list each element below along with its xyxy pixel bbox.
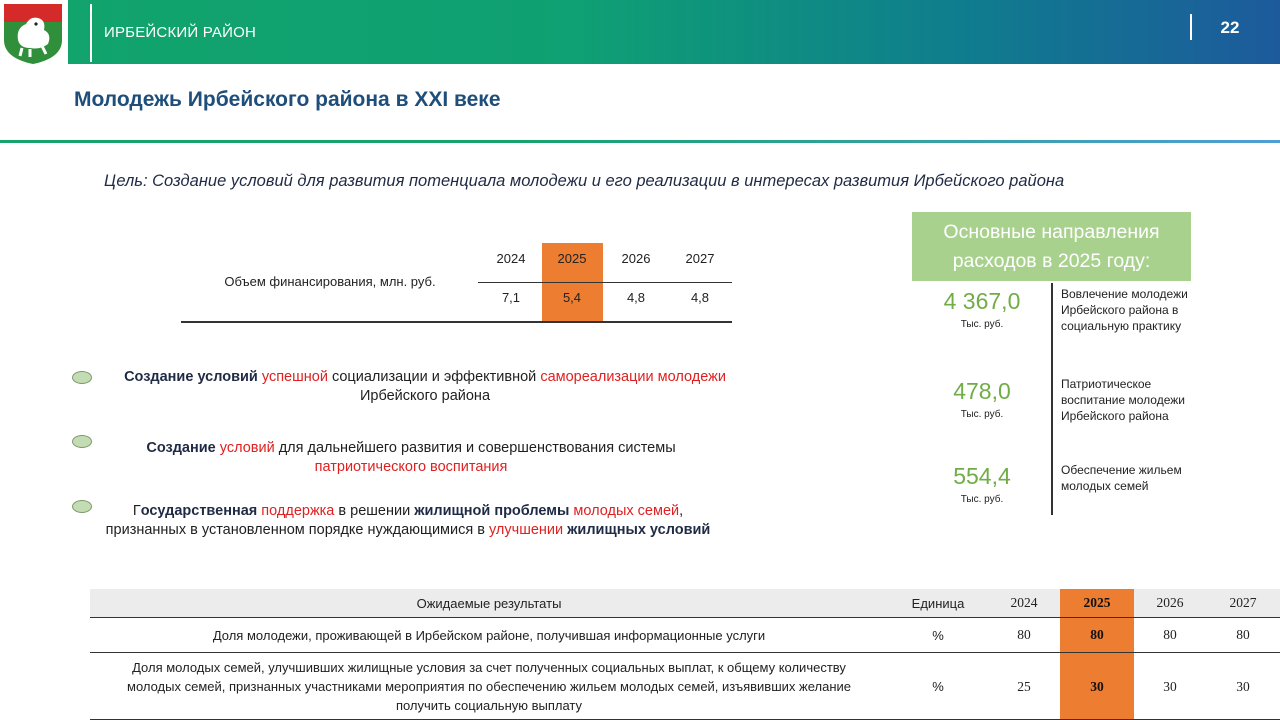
table-header-row (90, 589, 1280, 618)
table-cell-value: 30 (1134, 653, 1206, 720)
direction-text: Патриотическое воспитание молодежи Ирбейского района (1061, 377, 1185, 423)
table-row (90, 618, 1280, 653)
page-number: 22 (1220, 18, 1240, 37)
financing-year: 2025 (557, 251, 587, 266)
direction-text: Вовлечение молодежи Ирбейского района в социальную практику (1061, 287, 1188, 333)
task-text-segment: молодежи (657, 369, 726, 385)
table-cell-value: 80 (1060, 618, 1134, 653)
title-underline (0, 140, 1280, 143)
financing-label: Объем финансирования, млн. руб. (224, 274, 436, 289)
table-cell-unit: % (888, 653, 988, 720)
direction-amount: 554,4 (953, 463, 1011, 489)
task-text-segment: Создание (146, 440, 216, 456)
region-name: ИРБЕЙСКИЙ РАЙОН (104, 24, 257, 41)
table-header-cell: 2027 (1206, 589, 1280, 618)
table-header-cell: Ожидаемые результаты (90, 589, 888, 618)
table-header-cell: 2026 (1134, 589, 1206, 618)
direction-amount: 4 367,0 (943, 288, 1021, 314)
table-cell-value: 25 (988, 653, 1060, 720)
bullet-icon (72, 371, 92, 384)
task-text-segment: Г (132, 503, 141, 519)
directions-divider (1051, 283, 1053, 515)
table-cell-value: 80 (1134, 618, 1206, 653)
task-item (110, 368, 740, 406)
task-text-segment: самореализации (540, 369, 654, 385)
table-cell-description: Доля молодежи, проживающей в Ирбейском районе, получившая информационные услуги (90, 618, 888, 653)
results-table (90, 589, 1280, 720)
task-text-segment: социализации и эффективной (327, 369, 541, 385)
task-text-segment: успешной (261, 369, 328, 385)
task-text-segment: улучшении (489, 522, 564, 538)
task-text-segment: поддержка (261, 503, 335, 519)
table-cell-description: Доля молодых семей, улучшивших жилищные условия за счет полученных социальных выплат, к общему количеству молодых семей, признанных участниками мероприятия по обеспечению жильем молодых семей, изъявивших желание получить социальную выплату (90, 653, 888, 720)
goal-text: Цель: Создание условий для развития потенциала молодежи и его реализации в интересах развития Ирбейского района (104, 172, 1065, 190)
task-text-segment: осударственная (140, 503, 258, 519)
direction-unit: Тыс. руб. (960, 494, 1004, 505)
financing-divider (478, 282, 732, 283)
bullet-icon (72, 500, 92, 513)
table-cell-value: 30 (1060, 653, 1134, 720)
financing-bottom-rule (181, 321, 732, 323)
coat-of-arms-icon (0, 0, 68, 66)
financing-year: 2024 (496, 251, 526, 266)
page-number-divider (1190, 14, 1192, 40)
table-header-cell: 2025 (1060, 589, 1134, 618)
direction-text: Обеспечение жильем молодых семей (1061, 463, 1182, 493)
table-cell-unit: % (888, 618, 988, 653)
task-text-segment: для дальнейшего развития и совершенствования системы (274, 440, 676, 456)
task-text-segment: Создание условий (124, 369, 258, 385)
task-text-segment: условий (219, 440, 275, 456)
task-text-segment: Ирбейского района (359, 388, 491, 404)
table-header-cell: Единица (888, 589, 988, 618)
header-divider (90, 4, 92, 62)
directions-heading: Основные направления расходов в 2025 году: (912, 212, 1191, 281)
direction-unit: Тыс. руб. (960, 409, 1004, 420)
task-text-segment: жилищных условий (567, 522, 711, 538)
task-text-segment: , (679, 503, 684, 519)
financing-value: 4,8 (626, 290, 646, 305)
financing-value: 4,8 (690, 290, 710, 305)
table-cell-value: 80 (988, 618, 1060, 653)
bullet-icon (72, 435, 92, 448)
page-title: Молодежь Ирбейского района в XXI веке (74, 88, 501, 111)
task-item (106, 439, 716, 477)
table-cell-value: 80 (1206, 618, 1280, 653)
financing-year: 2026 (621, 251, 651, 266)
logo (0, 0, 68, 66)
financing-year: 2027 (685, 251, 715, 266)
task-text-segment: патриотического воспитания (314, 459, 508, 475)
table-cell-value: 30 (1206, 653, 1280, 720)
table-header-cell: 2024 (988, 589, 1060, 618)
financing-value: 5,4 (562, 290, 582, 305)
task-text-segment: жилищной проблемы (414, 503, 570, 519)
table-row (90, 653, 1280, 720)
task-text-segment: признанных в установленном порядке нуждающимися в (105, 522, 489, 538)
direction-unit: Тыс. руб. (960, 319, 1004, 330)
task-text-segment: в решении (334, 503, 415, 519)
financing-value: 7,1 (501, 290, 521, 305)
task-item (100, 502, 716, 540)
direction-amount: 478,0 (953, 378, 1011, 404)
task-text-segment: молодых семей (573, 503, 680, 519)
